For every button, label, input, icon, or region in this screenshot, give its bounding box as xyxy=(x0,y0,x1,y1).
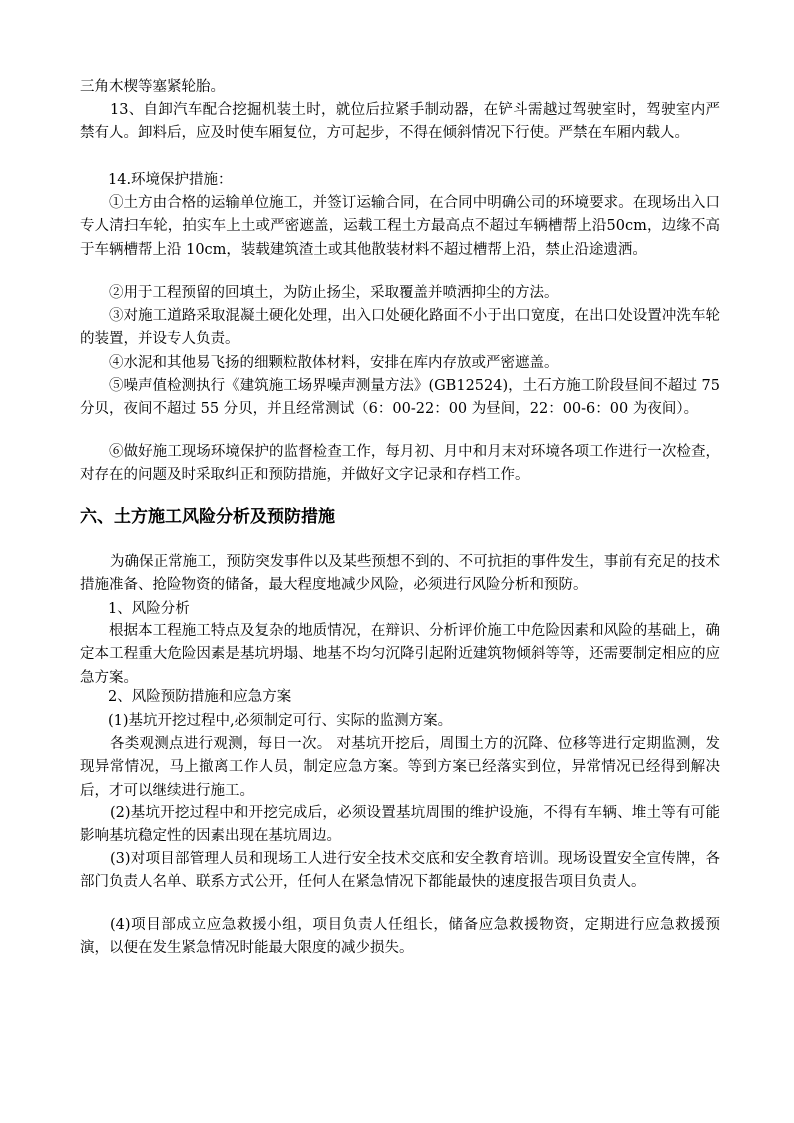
env-item-5: ⑤噪声值检测执行《建筑施工场界噪声测量方法》(GB12524)，土石方施工阶段昼间不超过 75 分贝，夜间不超过 55 分贝，并且经常测试（6：00-22：00 为昼间，22：00-6：00 为夜间）。 xyxy=(80,378,720,418)
env-item-4: ④水泥和其他易飞扬的细颗粒散体材料，安排在库内存放或严密遮盖。 xyxy=(109,355,559,371)
measure-1: (1)基坑开挖过程中,必须制定可行、实际的监测方案。 xyxy=(108,713,453,729)
risk-analysis-body: 根据本工程施工特点及复杂的地质情况，在辩识、分析评价施工中危险因素和风险的基础上，确定本工程重大危险因素是基坑坍塌、地基不均匀沉降引起附近建筑物倾斜等等，还需要制定相应的应急方案。 xyxy=(80,623,720,686)
measure-1-body: 各类观测点进行观测，每日一次。 对基坑开挖后，周围土方的沉降、位移等进行定期监测，发现异常情况，马上撤离工作人员，制定应急方案。等到方案已经落实到位，异常情况已经得到解决后，才可以继续进行施工。 xyxy=(80,736,720,799)
env-item-2: ②用于工程预留的回填土，为防止扬尘，采取覆盖并喷洒抑尘的方法。 xyxy=(109,285,559,301)
env-item-6: ⑥做好施工现场环境保护的监督检查工作，每月初、月中和月末对环境各项工作进行一次检查，对存在的问题及时采取纠正和预防措施，并做好文字记录和存档工作。 xyxy=(80,444,720,484)
risk-analysis-title: 1、风险分析 xyxy=(108,601,190,617)
risk-prevention-title: 2、风险预防措施和应急方案 xyxy=(108,689,292,705)
paragraph-item-13: 13、自卸汽车配合挖掘机装土时，就位后拉紧手制动器，在铲斗需越过驾驶室时，驾驶室内严禁有人。卸料后，应及时使车厢复位，方可起步，不得在倾斜情况下行使。严禁在车厢内载人。 xyxy=(80,102,720,142)
measure-2: (2)基坑开挖过程中和开挖完成后，必须设置基坑周围的维护设施，不得有车辆、堆土等有可能影响基坑稳定性的因素出现在基坑周边。 xyxy=(80,805,720,845)
section-6-heading: 六、土方施工风险分析及预防措施 xyxy=(80,507,335,527)
env-item-1: ①土方由合格的运输单位施工，并签订运输合同，在合同中明确公司的环境要求。在现场出入口专人清扫车轮，拍实车上土或严密遮盖，运载工程土方最高点不超过车辆槽帮上沿50cm，边缘不高于车辆槽帮上沿 10cm，装载建筑渣土或其他散装材料不超过槽帮上沿，禁止沿途遗洒。 xyxy=(80,195,720,258)
measure-4: (4)项目部成立应急救援小组，项目负责人任组长，储备应急救援物资，定期进行应急救援预演，以便在发生紧急情况时能最大限度的减少损失。 xyxy=(80,917,720,957)
measure-3: (3)对项目部管理人员和现场工人进行安全技术交底和安全教育培训。现场设置安全宣传牌，各部门负责人名单、联系方式公开，任何人在紧急情况下都能最快的速度报告项目负责人。 xyxy=(80,851,720,891)
env-protection-title: 14.环境保护措施： xyxy=(108,172,233,188)
section-intro: 为确保正常施工，预防突发事件以及某些预想不到的、不可抗拒的事件发生，事前有充足的技术措施准备、抢险物资的储备，最大程度地减少风险，必须进行风险分析和预防。 xyxy=(80,554,720,594)
paragraph-continuation: 三角木楔等塞紧轮胎。 xyxy=(80,79,225,95)
env-item-3: ③对施工道路采取混凝土硬化处理，出入口处硬化路面不小于出口宽度，在出口处设置冲洗车轮的装置，并设专人负责。 xyxy=(80,308,720,348)
